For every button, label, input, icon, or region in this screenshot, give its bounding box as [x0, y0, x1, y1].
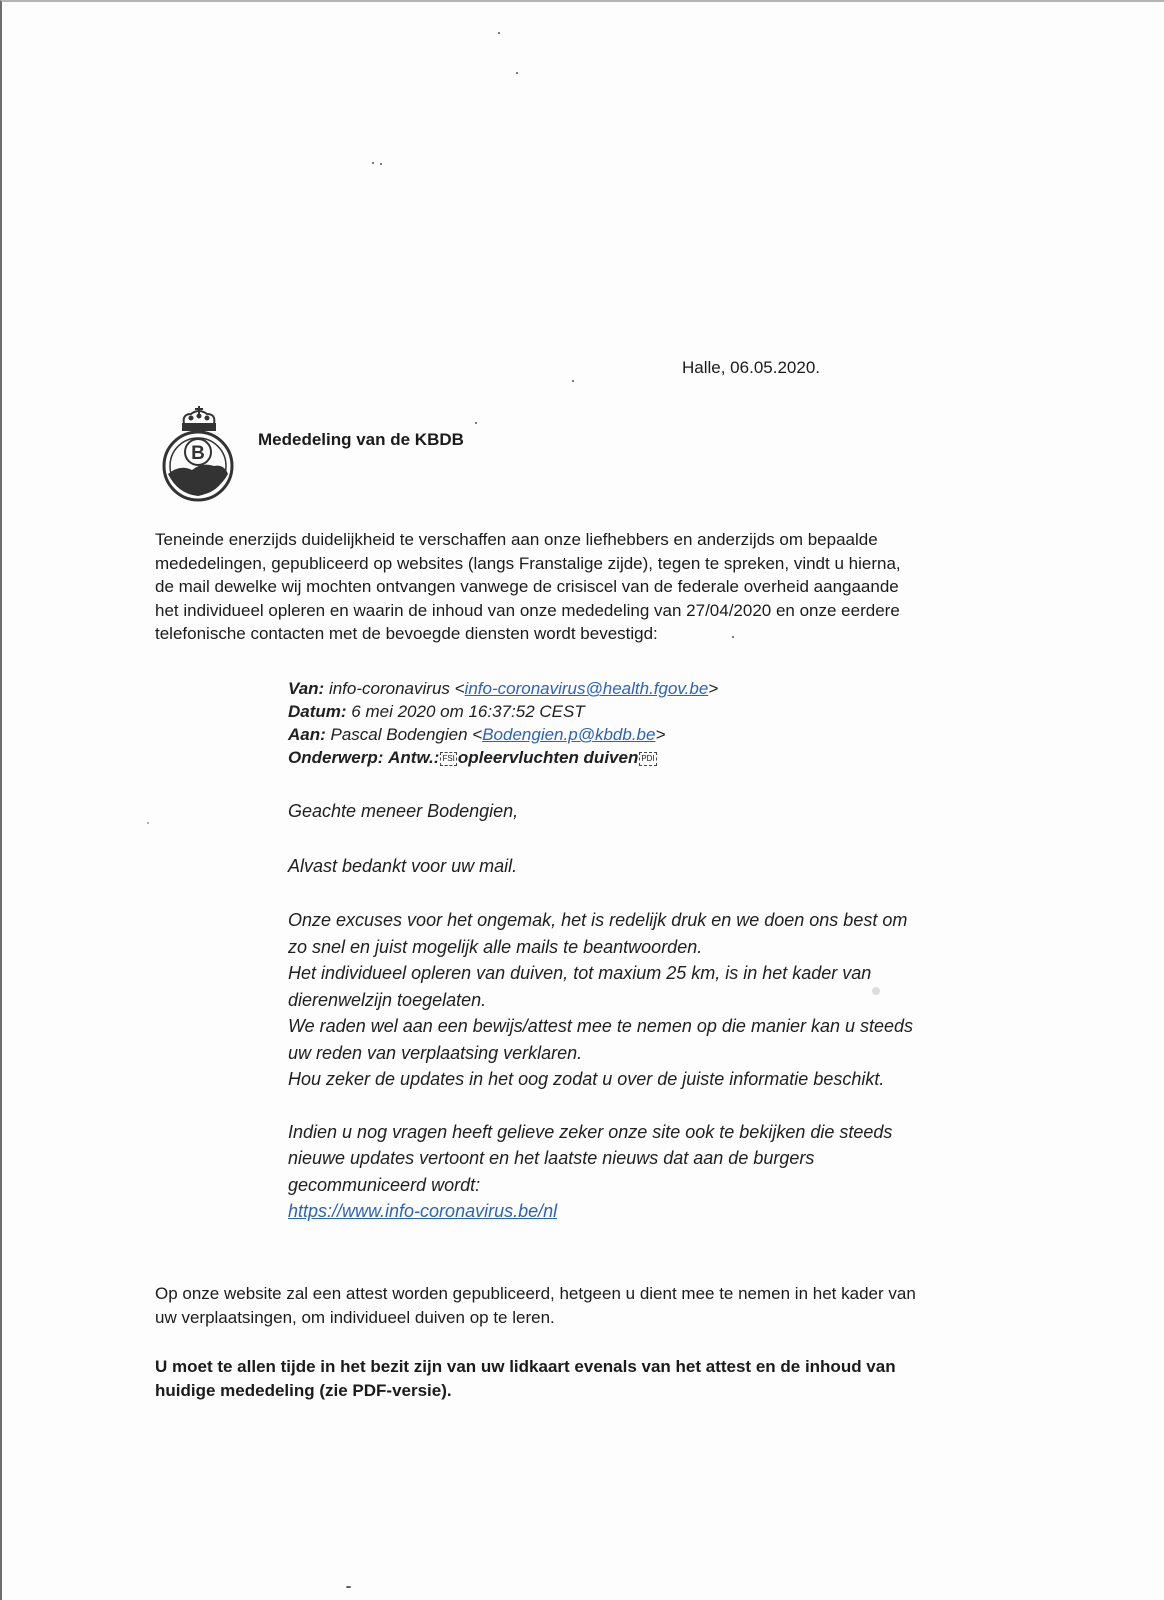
email-from: [288, 677, 1008, 700]
to-email-link[interactable]: Bodengien.p@kbdb.be: [482, 725, 656, 744]
quoted-email: [288, 677, 1008, 1225]
to-name: Pascal Bodengien <: [330, 725, 483, 744]
intro-line: mededelingen, gepubliceerd op websites (langs Franstalige zijde), tegen te spreken, vindt u hierna,: [155, 553, 901, 573]
from-label: Van:: [288, 679, 325, 698]
from-end: >: [708, 679, 719, 698]
letter-date: Halle, 06.05.2020.: [682, 358, 820, 377]
scan-speck: [498, 32, 500, 34]
date-value: 6 mei 2020 om 16:37:52 CEST: [351, 702, 585, 721]
email-body-line: uw reden van verplaatsing verklaren.: [288, 1042, 583, 1063]
email-body-paragraph: [288, 907, 1008, 1093]
scan-speck: [516, 72, 518, 74]
scan-speck: [372, 162, 374, 164]
crown-icon: [183, 406, 215, 430]
subject-tag-start: FSI: [440, 752, 456, 766]
from-email-link[interactable]: info-coronavirus@health.fgov.be: [464, 679, 709, 698]
scan-speck: [475, 422, 477, 424]
attest-paragraph: [155, 1282, 1015, 1330]
subject-prefix: Antw.:: [388, 748, 440, 767]
subject-tag-end: PDI: [639, 752, 656, 766]
email-body-line: zo snel en juist mogelijk alle mails te beantwoorden.: [288, 936, 703, 957]
email-subject: [288, 746, 1008, 769]
kbdb-logo: [158, 404, 240, 504]
to-label: Aan:: [288, 725, 326, 744]
email-body-line: nieuwe updates vertoont en het laatste nieuws dat aan de burgers: [288, 1148, 815, 1168]
page-title: Mededeling van de KBDB: [258, 430, 464, 449]
site-link[interactable]: https://www.info-coronavirus.be/nl: [288, 1201, 558, 1221]
attest-line: uw verplaatsingen, om individueel duiven op te leren.: [155, 1308, 555, 1327]
email-body-line: Onze excuses voor het ongemak, het is redelijk druk en we doen ons best om: [288, 910, 908, 930]
email-body-line: Hou zeker de updates in het oog zodat u over de juiste informatie beschikt.: [288, 1069, 885, 1089]
to-end: >: [655, 725, 666, 744]
notice-paragraph: [155, 1355, 1015, 1403]
email-date: [288, 700, 1008, 723]
scan-speck: [147, 822, 149, 824]
email-to: [288, 723, 1008, 746]
email-thanks: Alvast bedankt voor uw mail.: [288, 855, 518, 876]
logo-letter: B: [191, 443, 205, 464]
intro-paragraph: [155, 528, 1015, 646]
date-label: Datum:: [288, 702, 347, 721]
subject-label: Onderwerp:: [288, 748, 384, 767]
intro-line: de mail dewelke wij mochten ontvangen vanwege de crisiscel van de federale overheid aangaande: [155, 577, 899, 596]
intro-line: telefonische contacten met de bevoegde diensten wordt bevestigd:: [155, 624, 658, 643]
notice-line: U moet te allen tijde in het bezit zijn van uw lidkaart evenals van het attest en de inhoud van: [155, 1357, 896, 1376]
scan-speck: [572, 380, 574, 382]
attest-line: Op onze website zal een attest worden gepubliceerd, hetgeen u dient mee te nemen in het kader van: [155, 1284, 916, 1303]
subject-text: opleervluchten duiven: [457, 748, 639, 767]
email-body-line: Het individueel opleren van duiven, tot maxium 25 km, is in het kader van: [288, 963, 872, 983]
from-name: info-coronavirus <: [328, 679, 465, 698]
email-body-paragraph: [288, 1119, 1008, 1225]
intro-line: het individueel opleren en waarin de inhoud van onze mededeling van 27/04/2020 en onze eerdere: [155, 600, 900, 620]
intro-line: Teneinde enerzijds duidelijkheid te verschaffen aan onze liefhebbers en anderzijds om bepaalde: [155, 530, 878, 549]
email-body-line: We raden wel aan een bewijs/attest mee te nemen op die manier kan u steeds: [288, 1016, 914, 1036]
email-body-line: Indien u nog vragen heeft gelieve zeker onze site ook te bekijken die steeds: [288, 1121, 893, 1142]
notice-line: huidige mededeling (zie PDF-versie).: [155, 1381, 452, 1400]
email-body-line: dierenwelzijn toegelaten.: [288, 989, 487, 1010]
email-body-line: gecommuniceerd wordt:: [288, 1174, 481, 1195]
email-greeting: Geachte meneer Bodengien,: [288, 801, 519, 821]
scan-speck: [380, 163, 382, 165]
scan-speck: [346, 1586, 351, 1588]
